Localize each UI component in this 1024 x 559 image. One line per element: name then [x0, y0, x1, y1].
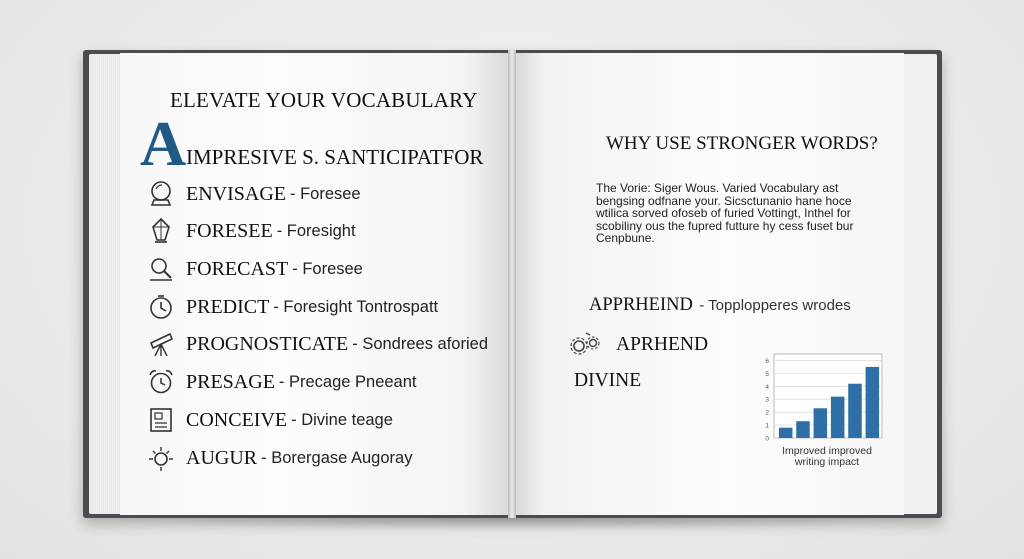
drop-cap: A — [140, 108, 187, 179]
vocab-word: PREDICT — [186, 295, 270, 318]
alarm-clock-icon — [146, 367, 176, 397]
vocab-definition: - Precage Pneeant — [278, 372, 417, 391]
vocab-definition: - Divine teage — [291, 410, 393, 429]
vocab-item — [146, 253, 363, 285]
apprheind-word: APPRHEIND — [589, 295, 693, 315]
chart-bar — [848, 384, 862, 438]
vocab-definition: - Borergase Augoray — [261, 448, 413, 467]
vocab-word: FORECAST — [186, 257, 289, 280]
vocab-definition: - Foresee — [290, 184, 361, 203]
vocab-word: ENVISAGE — [186, 182, 286, 205]
y-tick-label: 6 — [765, 357, 769, 365]
apprheind-definition: - Topplopperes wrodes — [699, 297, 851, 314]
vocab-item — [146, 328, 488, 360]
vocab-item — [146, 442, 412, 474]
magnifier-icon — [146, 254, 176, 284]
vocab-item — [146, 215, 356, 247]
vocab-item — [146, 366, 417, 398]
vocab-definition: - Sondrees aforied — [352, 334, 488, 353]
chart-bar — [866, 367, 880, 438]
y-tick-label: 1 — [765, 422, 769, 430]
vocab-word: CONCEIVE — [186, 408, 288, 431]
chart-caption: Improved improved writing impact — [782, 445, 872, 468]
crystal-icon — [146, 216, 176, 246]
chart-bar — [779, 428, 793, 438]
sun-dial-icon — [146, 443, 176, 473]
vocab-definition: - Foresight Tontrospatt — [273, 297, 439, 316]
apprheind-line — [589, 295, 851, 316]
y-tick-label: 5 — [765, 370, 769, 378]
crystal-ball-icon — [146, 179, 176, 209]
clock-icon — [146, 292, 176, 322]
chart-bar — [831, 397, 845, 438]
chart-bar — [796, 421, 810, 438]
right-page-title: WHY USE STRONGER WORDS? — [606, 133, 878, 154]
book-spine — [508, 50, 516, 518]
y-tick-label: 4 — [765, 383, 769, 391]
y-tick-label: 0 — [765, 435, 769, 443]
gears-icon — [568, 331, 602, 359]
aprhend-word: APRHEND — [616, 334, 709, 355]
left-page-title: ELEVATE YOUR VOCABULARY — [170, 88, 478, 112]
telescope-icon — [146, 329, 176, 359]
impact-bar-chart — [758, 348, 888, 444]
divine-word: DIVINE — [574, 370, 642, 391]
body-paragraph: The Vorie: Siger Wous. Varied Vocabulary ast bengsing odfnane your. Sicsctunanio hane hoce wtilica sorved ofoseb of furied Vottingt, Inthel for scobiliny ous the fupred futture hy cess fuset bur Cenpbune. — [596, 181, 854, 245]
vocab-item — [146, 404, 393, 436]
left-page-subtitle: IMPRESIVE S. SANTICIPATFOR — [186, 145, 484, 169]
chart-bar — [814, 408, 828, 438]
vocab-definition: - Foresee — [292, 259, 363, 278]
y-tick-label: 3 — [765, 396, 769, 404]
document-icon — [146, 405, 176, 435]
vocab-item — [146, 291, 438, 323]
y-tick-label: 2 — [765, 409, 769, 417]
vocab-word: PRESAGE — [186, 370, 275, 393]
vocab-word: AUGUR — [186, 446, 258, 469]
vocab-word: PROGNOSTICATE — [186, 332, 349, 355]
aprhend-line — [568, 331, 708, 359]
vocab-item — [146, 178, 361, 210]
vocab-word: FORESEE — [186, 219, 273, 242]
vocab-definition: - Foresight — [276, 221, 356, 240]
